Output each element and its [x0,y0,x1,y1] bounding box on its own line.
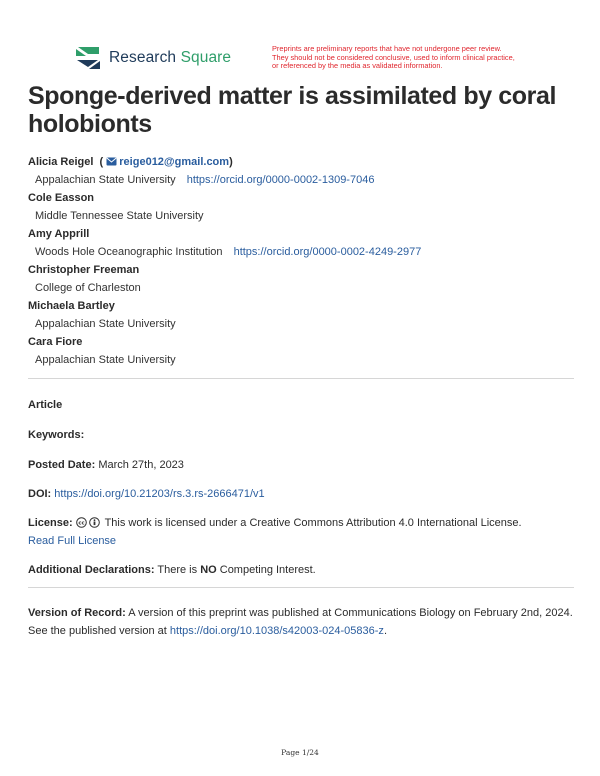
email-link[interactable]: reige012@gmail.com [119,156,230,168]
posted-date: Posted Date: March 27th, 2023 [28,459,184,471]
preprint-notice [272,45,534,71]
author-affiliation: Woods Hole Oceanographic Institution https://orcid.org/0000-0002-4249-2977 [35,246,422,258]
doi: DOI: https://doi.org/10.21203/rs.3.rs-2666471/v1 [28,488,265,500]
keywords: Keywords: [28,429,85,441]
article-type: Article [28,399,63,411]
divider [28,587,574,588]
notice-line: Preprints are preliminary reports that have not undergone peer review. [272,44,502,53]
author-name: Amy Apprill [28,228,90,240]
page-number: Page 1/24 [281,748,319,757]
license: License: cc This work is licensed under a Creative Commons Attribution 4.0 International License. Read Full License [28,517,522,547]
author-affiliation: College of Charleston [35,282,141,294]
author-name: Alicia Reigel ( reige012@gmail.com) [28,156,233,168]
author-affiliation: Middle Tennessee State University [35,210,204,222]
research-square-logo-icon [75,46,101,70]
author-name: Christopher Freeman [28,264,140,276]
author-name: Cara Fiore [28,336,83,348]
attribution-icon [89,517,100,528]
corresponding-email: ( reige012@gmail.com) [99,156,233,168]
author-affiliation: Appalachian State University https://orcid.org/0000-0002-1309-7046 [35,174,375,186]
published-version-link[interactable]: https://doi.org/10.1038/s42003-024-05836-z [169,625,384,637]
read-full-license-link[interactable]: Read Full License [28,535,117,547]
creative-commons-icon [76,517,87,528]
doi-link[interactable]: https://doi.org/10.21203/rs.3.rs-2666471/v1 [54,488,265,500]
additional-declarations: Additional Declarations: There is NO Competing Interest. [28,564,316,576]
brand-name: Research Square [109,49,232,66]
orcid-link[interactable]: https://orcid.org/0000-0002-1309-7046 [186,174,375,186]
svg-text:cc: cc [78,520,85,527]
divider [28,378,574,379]
author-name: Cole Easson [28,192,95,204]
paper-title: Sponge-derived matter is assimilated by coral holobionts [28,82,557,138]
author-list [28,153,573,369]
author-affiliation: Appalachian State University [35,354,176,366]
notice-line: or referenced by the media as validated information. [272,61,443,71]
research-square-logo[interactable] [75,46,231,70]
orcid-link[interactable]: https://orcid.org/0000-0002-4249-2977 [233,246,422,258]
version-of-record: Version of Record: A version of this preprint was published at Communications Biology on February 2nd, 2024. See the published version at https://doi.org/10.1038/s42003-024-05836-z. [28,607,573,637]
notice-line: They should not be considered conclusive, used to inform clinical practice, [272,52,515,62]
author-name: Michaela Bartley [28,300,115,312]
author-affiliation: Appalachian State University [35,318,176,330]
email-icon [106,157,117,166]
